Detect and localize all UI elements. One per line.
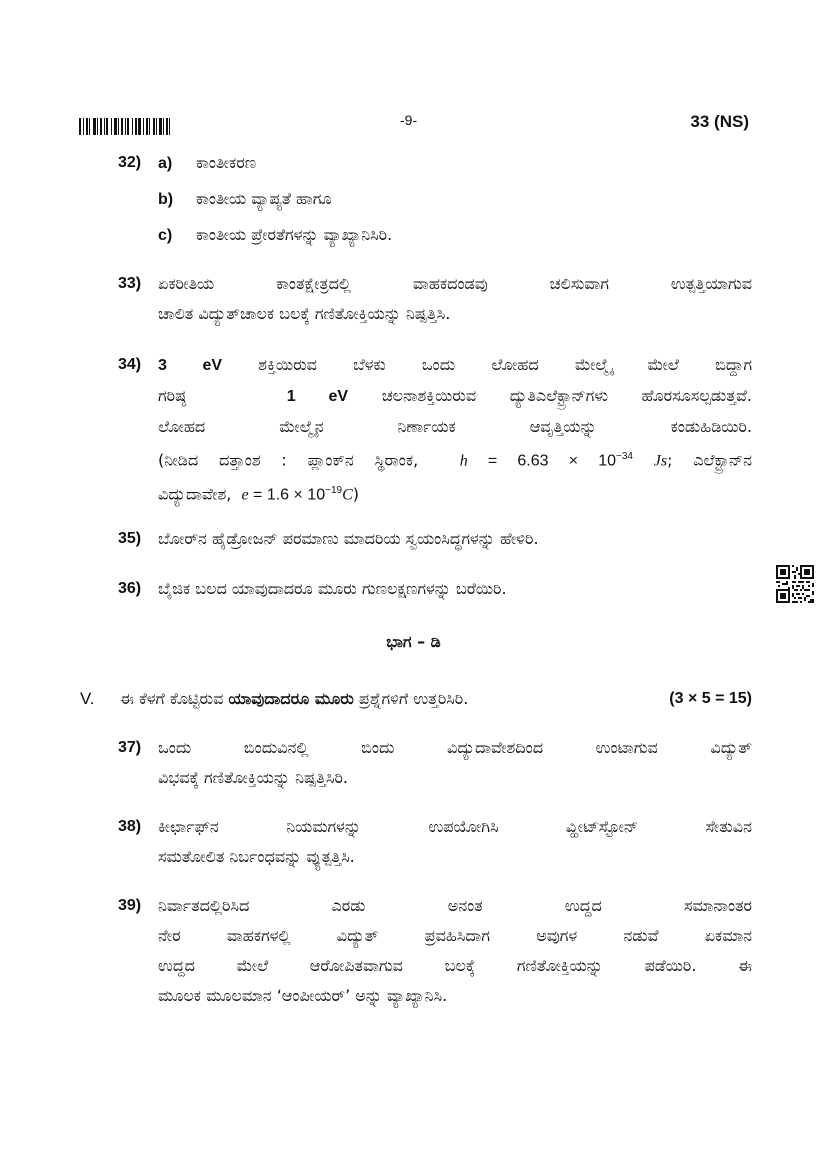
question-text-line: ಏಕರೀತಿಯ ಕಾಂತಕ್ಷೇತ್ರದಲ್ಲಿ ವಾಹಕದಂಡವು ಚಲಿಸುವಾಗ ಉತ್ಪತ್ತಿಯಾಗುವ	[158, 274, 752, 293]
question-text-line: ನಿರ್ವಾತದಲ್ಲಿರಿಸಿದ ಎರಡು ಅನಂತ ಉದ್ದದ ಸಮಾನಾಂತರ	[158, 896, 752, 915]
barcode	[79, 118, 191, 135]
question-text-line: ಗರಿಷ್ಠ 1 eV ಚಲನಾಶಕ್ತಿಯಿರುವ ದ್ಯುತಿಎಲೆಕ್ಟ್ರಾನ್‌ಗಳು ಹೊರಸೂಸಲ್ಪಡುತ್ತವೆ.	[158, 386, 752, 405]
question-text-line: ಸಮತೋಲಿತ ನಿರ್ಬಂಧವನ್ನು ವ್ಯುತ್ಪತ್ತಿಸಿ.	[158, 847, 355, 866]
question-text-line: ಬೋರ್‌ನ ಹೈಡ್ರೋಜನ್ ಪರಮಾಣು ಮಾದರಿಯ ಸ್ವಯಂಸಿದ್ಧಗಳನ್ನು ಹೇಳಿರಿ.	[158, 529, 539, 548]
section-heading: ಭಾಗ – ಡಿ	[386, 632, 441, 651]
question-number: 34)	[118, 356, 142, 373]
question-text-line: ಬೈಜಿಕ ಬಲದ ಯಾವುದಾದರೂ ಮೂರು ಗುಣಲಕ್ಷಣಗಳನ್ನು ಬರೆಯಿರಿ.	[158, 579, 507, 598]
question-text-line: ಚಾಲಿತ ವಿದ್ಯುತ್‌ಚಾಲಕ ಬಲಕ್ಕೆ ಗಣಿತೋಕ್ತಿಯನ್ನು ನಿಷ್ಪತ್ತಿಸಿ.	[158, 304, 451, 323]
section-marks: (3 × 5 = 15)	[669, 690, 752, 707]
question-text-line: ಲೋಹದ ಮೇಲ್ಮೈನ ನಿರ್ಣಾಯಕ ಆವೃತ್ತಿಯನ್ನು ಕಂಡುಹಿಡಿಯಿರಿ.	[158, 417, 752, 436]
question-37	[118, 733, 752, 793]
option-text: ಕಾಂತೀಕರಣ	[196, 153, 257, 172]
question-number: 39)	[118, 897, 142, 914]
option-text: ಕಾಂತೀಯ ವ್ಯಾಪ್ಯತೆ ಹಾಗೂ	[196, 189, 332, 208]
question-text-line: ಉದ್ದದ ಮೇಲೆ ಆರೋಪಿತವಾಗುವ ಬಲಕ್ಕೆ ಗಣಿತೋಕ್ತಿಯನ್ನು ಪಡೆಯಿರಿ. ಈ	[158, 956, 752, 975]
question-33	[118, 269, 752, 329]
question-32-b	[158, 184, 332, 215]
question-35	[118, 524, 752, 554]
paper-code: 33 (NS)	[690, 112, 749, 131]
question-number: 37)	[118, 739, 142, 756]
question-text-line: ವಿಭವಕ್ಕೆ ಗಣಿತೋಕ್ತಿಯನ್ನು ನಿಷ್ಪತ್ತಿಸಿರಿ.	[158, 768, 348, 787]
question-text-line: ಕೀರ್ಛಾಫ್‌ನ ನಿಯಮಗಳನ್ನು ಉಪಯೋಗಿಸಿ ವ್ಹೀಟ್‌ಸ್ಟೋನ್ ಸೇತುವಿನ	[158, 817, 752, 836]
question-34	[118, 350, 752, 511]
question-32	[118, 148, 752, 179]
option-label: b)	[158, 191, 174, 208]
option-label: c)	[158, 227, 173, 244]
math-h: h	[459, 452, 468, 470]
question-text-line: (ನೀಡಿದ ದತ್ತಾಂಶ : ಪ್ಲಾಂಕ್‌ನ ಸ್ಥಿರಾಂಕ, $h = 6.63 \times 10^{-34}$ Js; ಎಲೆಕ್ಟ್ರಾನ್‌ನ	[158, 450, 753, 470]
question-text-line: ಒಂದು ಬಿಂದುವಿನಲ್ಲಿ ಬಿಂದು ವಿದ್ಯುದಾವೇಶದಿಂದ ಉಂಟಾಗುವ ವಿದ್ಯುತ್	[158, 738, 752, 757]
question-number: 38)	[118, 818, 142, 835]
question-32-c	[158, 220, 392, 251]
question-39	[118, 891, 752, 1011]
qr-code-icon	[776, 565, 814, 603]
instruction-text: ಈ ಕೆಳಗೆ ಕೊಟ್ಟಿರುವ ಯಾವುದಾದರೂ ಮೂರು ಪ್ರಶ್ನೆಗಳಿಗೆ ಉತ್ತರಿಸಿರಿ.	[120, 689, 469, 708]
math-e: e	[241, 486, 249, 504]
question-text-line: ಮೂಲಕ ಮೂಲಮಾನ ‘ಆಂಪೀಯರ್’ ಅನ್ನು ವ್ಯಾಖ್ಯಾನಿಸಿ.	[158, 986, 448, 1005]
question-number: 36)	[118, 580, 142, 597]
option-text: ಕಾಂತೀಯ ಪ್ರೇರತೆಗಳನ್ನು ವ್ಯಾಖ್ಯಾನಿಸಿರಿ.	[196, 225, 393, 244]
question-number: 35)	[118, 530, 142, 547]
question-text-line: ವಿದ್ಯುದಾವೇಶ, $e = 1.6 \times 10^{-19}C$)	[158, 484, 359, 504]
option-label: a)	[158, 155, 173, 172]
page-number: -9-	[400, 112, 418, 128]
question-number: 33)	[118, 275, 142, 292]
question-text-line: 3 eV ಶಕ್ತಿಯಿರುವ ಬೆಳಕು ಒಂದು ಲೋಹದ ಮೇಲ್ಮೈ ಮೇಲೆ ಬಿದ್ದಾಗ	[158, 355, 752, 374]
question-number: 32)	[118, 154, 142, 171]
question-text-line: ನೇರ ವಾಹಕಗಳಲ್ಲಿ ವಿದ್ಯುತ್ ಪ್ರವಹಿಸಿದಾಗ ಅವುಗಳ ನಡುವೆ ಏಕಮಾನ	[158, 926, 752, 945]
question-38	[118, 812, 752, 872]
section-roman-number: V.	[80, 689, 95, 708]
question-36	[118, 574, 752, 604]
